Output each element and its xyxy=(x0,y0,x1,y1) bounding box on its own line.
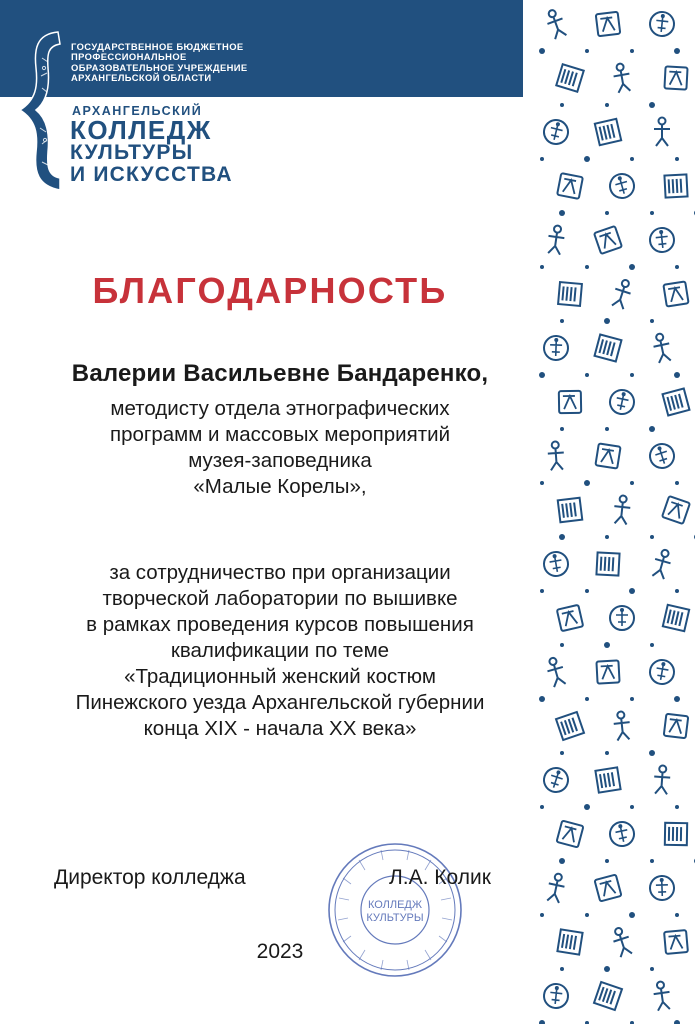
child-figure-icon xyxy=(612,62,633,93)
dot-icon xyxy=(540,157,544,161)
dot-icon xyxy=(584,804,590,810)
child-figure-icon xyxy=(613,495,632,525)
dot-icon xyxy=(559,534,565,540)
bookshelf-icon xyxy=(663,389,690,416)
org-line: ОБРАЗОВАТЕЛЬНОЕ УЧРЕЖДЕНИЕ xyxy=(71,61,248,73)
easel-icon xyxy=(557,173,583,199)
bookshelf-icon xyxy=(664,174,687,197)
easel-icon xyxy=(595,443,620,468)
easel-icon xyxy=(664,714,689,739)
college-line: КОЛЛЕДЖ xyxy=(70,115,212,145)
college-line: КУЛЬТУРЫ xyxy=(70,141,194,164)
child-figure-icon xyxy=(653,765,671,795)
flower-icon xyxy=(607,171,637,201)
reason-line: квалификации по теме xyxy=(170,639,390,662)
dot-icon xyxy=(630,373,634,377)
dot-icon xyxy=(674,696,680,702)
dot-icon xyxy=(584,480,590,486)
dot-icon xyxy=(540,265,544,269)
child-figure-icon xyxy=(544,8,569,40)
flower-icon xyxy=(541,765,571,795)
dot-icon xyxy=(630,805,634,809)
easel-icon xyxy=(559,391,581,413)
dot-icon xyxy=(604,318,610,324)
dot-icon xyxy=(605,535,609,539)
organization-name xyxy=(71,42,331,84)
org-line: АРХАНГЕЛЬСКОЙ ОБЛАСТИ xyxy=(71,72,212,84)
child-figure-icon xyxy=(650,548,673,580)
director-label: Директор колледжа xyxy=(54,866,246,889)
bookshelf-icon xyxy=(558,282,582,306)
dot-icon xyxy=(650,535,654,539)
reason-line: в рамках проведения курсов повышения xyxy=(86,613,474,636)
child-figure-icon xyxy=(651,332,673,363)
dot-icon xyxy=(560,967,564,971)
dot-icon xyxy=(560,103,564,107)
dot-icon xyxy=(630,481,634,485)
dot-icon xyxy=(630,697,634,701)
org-line: ГОСУДАРСТВЕННОЕ БЮДЖЕТНОЕ xyxy=(71,41,244,52)
easel-icon xyxy=(664,66,687,89)
flower-icon xyxy=(648,658,676,686)
org-line: ПРОФЕССИОНАЛЬНОЕ xyxy=(71,51,187,63)
flower-icon xyxy=(541,117,570,146)
dot-icon xyxy=(560,751,564,755)
bookshelf-icon xyxy=(596,552,619,575)
bookshelf-icon xyxy=(594,982,622,1010)
dot-icon xyxy=(560,643,564,647)
dot-icon xyxy=(539,48,545,54)
dot-icon xyxy=(675,157,679,161)
bookshelf-icon xyxy=(665,823,687,845)
dot-icon xyxy=(585,913,589,917)
flower-icon xyxy=(650,876,675,901)
dot-icon xyxy=(675,265,679,269)
ornament-strip xyxy=(532,0,695,1024)
dot-icon xyxy=(649,426,655,432)
dot-icon xyxy=(559,210,565,216)
easel-icon xyxy=(557,605,583,631)
child-figure-icon xyxy=(613,711,632,741)
bookshelf-icon xyxy=(595,119,621,145)
reason-line: за сотрудничество при организации xyxy=(109,561,451,584)
dot-icon xyxy=(559,858,565,864)
dot-icon xyxy=(674,372,680,378)
child-figure-icon xyxy=(654,118,670,147)
dot-icon xyxy=(585,697,589,701)
dot-icon xyxy=(674,1020,680,1024)
dot-icon xyxy=(585,49,589,53)
dot-icon xyxy=(585,589,589,593)
role-line: музея-заповедника xyxy=(188,449,372,472)
easel-icon xyxy=(595,875,622,902)
dot-icon xyxy=(605,211,609,215)
bookshelf-icon xyxy=(556,712,584,740)
recipient-role xyxy=(0,396,560,500)
child-figure-icon xyxy=(652,981,672,1011)
dot-icon xyxy=(630,157,634,161)
bookshelf-icon xyxy=(595,335,622,362)
college-line: АРХАНГЕЛЬСКИЙ xyxy=(72,104,203,118)
dot-icon xyxy=(604,966,610,972)
stamp-text-line: КОЛЛЕДЖ xyxy=(367,899,423,911)
child-figure-icon xyxy=(610,926,634,958)
bookshelf-icon xyxy=(595,767,620,792)
dot-icon xyxy=(604,642,610,648)
dot-icon xyxy=(605,103,609,107)
easel-icon xyxy=(664,930,688,954)
dot-icon xyxy=(585,265,589,269)
gratitude-reason xyxy=(0,560,560,742)
college-name xyxy=(70,104,330,186)
stamp-text-line: КУЛЬТУРЫ xyxy=(366,912,424,924)
bookshelf-icon xyxy=(556,64,583,91)
dot-icon xyxy=(584,156,590,162)
flower-icon xyxy=(649,11,675,37)
recipient-name: Валерии Васильевне Бандаренко, xyxy=(71,360,489,387)
dot-icon xyxy=(675,589,679,593)
dot-icon xyxy=(629,912,635,918)
easel-icon xyxy=(596,12,621,37)
easel-icon xyxy=(596,660,619,683)
college-logo-brace-icon xyxy=(14,28,69,193)
easel-icon xyxy=(594,226,622,254)
role-line: «Малые Корелы», xyxy=(193,475,367,498)
role-line: методисту отдела этнографических xyxy=(110,397,450,420)
director-name: Л.А. Колик xyxy=(389,866,491,889)
dot-icon xyxy=(649,750,655,756)
child-figure-icon xyxy=(545,872,567,903)
dot-icon xyxy=(560,319,564,323)
college-line: И ИСКУССТВА xyxy=(70,163,233,186)
flower-icon xyxy=(647,441,677,471)
dot-icon xyxy=(540,805,544,809)
flower-icon xyxy=(610,606,634,630)
dot-icon xyxy=(650,859,654,863)
easel-icon xyxy=(663,281,688,306)
dot-icon xyxy=(629,588,635,594)
dot-icon xyxy=(649,102,655,108)
reason-line: «Традиционный женский костюм xyxy=(124,665,436,688)
role-line: программ и массовых мероприятий xyxy=(109,423,451,446)
dot-icon xyxy=(630,49,634,53)
dot-icon xyxy=(675,805,679,809)
reason-line: конца XIX - начала XX века» xyxy=(143,717,417,740)
easel-icon xyxy=(557,821,584,848)
child-figure-icon xyxy=(546,225,566,255)
dot-icon xyxy=(674,48,680,54)
reason-line: Пинежского уезда Архангельской губернии xyxy=(75,691,485,714)
bookshelf-icon xyxy=(558,498,583,523)
bookshelf-icon xyxy=(557,929,582,954)
dot-icon xyxy=(540,913,544,917)
certificate-title: БЛАГОДАРНОСТЬ xyxy=(92,270,448,311)
certificate-year: 2023 xyxy=(256,940,304,963)
dot-icon xyxy=(650,319,654,323)
bookshelf-icon xyxy=(663,605,689,631)
dot-icon xyxy=(650,967,654,971)
dot-icon xyxy=(629,264,635,270)
flower-icon xyxy=(543,983,569,1009)
dot-icon xyxy=(675,913,679,917)
dot-icon xyxy=(650,211,654,215)
flower-icon xyxy=(649,227,675,253)
flower-icon xyxy=(544,336,569,361)
dot-icon xyxy=(605,427,609,431)
flower-icon xyxy=(608,388,636,416)
easel-icon xyxy=(662,496,690,524)
dot-icon xyxy=(605,751,609,755)
dot-icon xyxy=(560,427,564,431)
child-figure-icon xyxy=(610,278,634,310)
dot-icon xyxy=(539,1020,545,1024)
dot-icon xyxy=(605,859,609,863)
dot-icon xyxy=(675,481,679,485)
dot-icon xyxy=(585,373,589,377)
reason-line: творческой лаборатории по вышивке xyxy=(102,587,458,610)
flower-icon xyxy=(608,820,636,848)
dot-icon xyxy=(650,643,654,647)
